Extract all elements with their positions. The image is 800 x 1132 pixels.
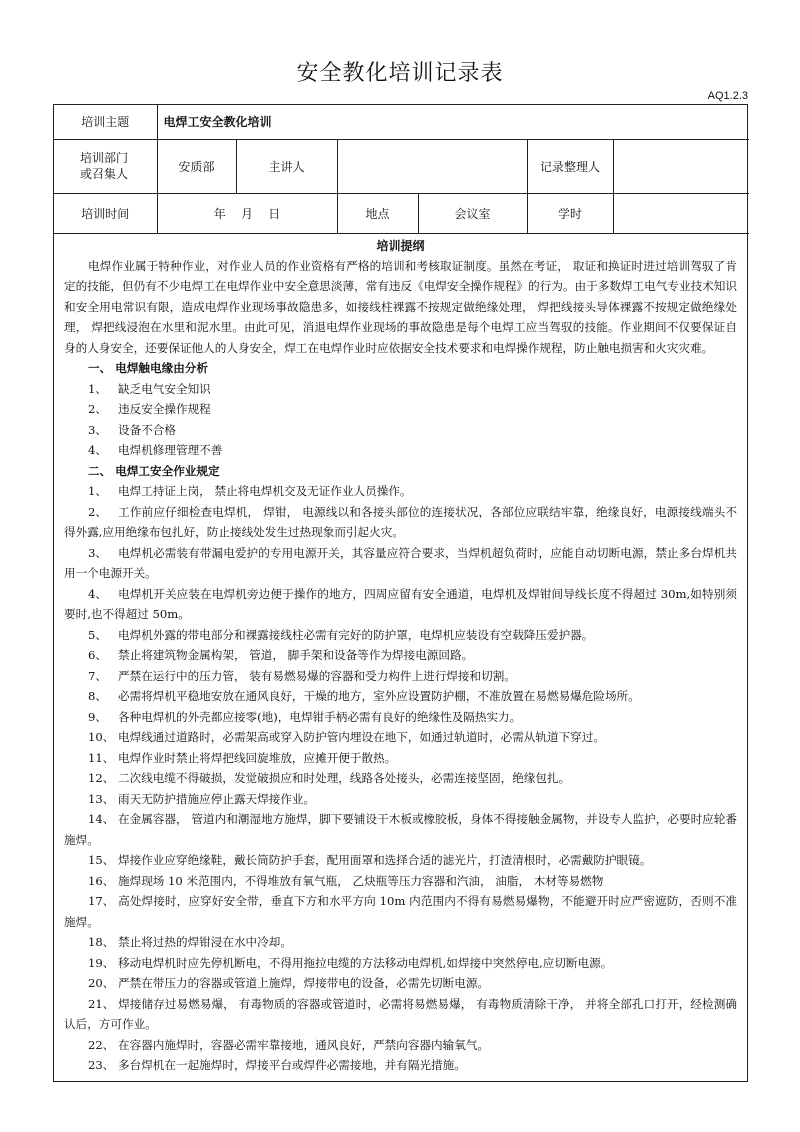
item-text: 电焊机开关应装在电焊机旁边便于操作的地方，四周应留有安全通道，电焊机及焊钳间导线长度不得超过 30m,如特别须要时,也不得超过 50m。: [64, 586, 737, 621]
list-item: [64, 686, 737, 707]
list-item: [64, 891, 737, 932]
list-item: [64, 543, 737, 584]
item-number: 13、: [88, 791, 115, 806]
page-title: 安全教化培训记录表: [296, 61, 504, 86]
item-number: 2、: [88, 504, 107, 519]
row-department: [54, 139, 749, 193]
list-item: [64, 625, 737, 646]
time-value: 年 月 日: [157, 193, 337, 233]
list-item: [64, 768, 737, 789]
hours-value: [613, 193, 749, 233]
list-item: [64, 973, 737, 994]
list-item: [64, 850, 737, 871]
item-text: 工作前应仔细检查电焊机， 焊钳， 电源线以和各接头部位的连接状况，各部位应联结牢靠，绝缘良好，电源接线端头不得外露,应用绝缘布包扎好，防止接线处发生过热现象而引起火灾。: [64, 504, 737, 539]
list-item: [64, 953, 737, 974]
list-item: [64, 379, 737, 400]
item-text: 电焊机外露的带电部分和裸露接线柱必需有完好的防护罩，电焊机应装设有空载降压爱护器。: [118, 627, 594, 642]
row-topic: [54, 105, 749, 139]
item-text: 电焊工持证上岗， 禁止将电焊机交及无证作业人员操作。: [118, 484, 412, 498]
department-value: 安质部: [157, 139, 236, 193]
header-table: [54, 105, 749, 234]
item-text: 严禁在带压力的容器或管道上施焊，焊接带电的设备，必需先切断电源。: [118, 976, 490, 990]
item-text: 严禁在运行中的压力管， 装有易燃易爆的容器和受力构件上进行焊接和切割。: [118, 668, 516, 683]
item-text: 禁止将过热的焊钳浸在水中冷却。: [118, 935, 292, 949]
item-number: 7、: [88, 668, 107, 683]
item-text: 设备不合格: [118, 422, 176, 437]
item-number: 15、: [88, 853, 115, 867]
list-item: [64, 748, 737, 769]
row-time: [54, 193, 749, 233]
section1-list: [64, 379, 737, 461]
list-item: [64, 789, 737, 810]
department-label-line2: 或召集人: [80, 167, 129, 181]
topic-label: 培训主题: [54, 105, 157, 139]
list-item: [64, 666, 737, 687]
section1-heading: 一、 电焊触电缘由分析: [88, 361, 208, 375]
list-item: [64, 584, 737, 625]
list-item: [64, 481, 737, 502]
item-number: 3、: [88, 422, 107, 437]
department-label-line1: 培训部门: [80, 151, 129, 165]
item-text: 电焊线通过道路时，必需架高或穿入防护管内埋设在地下，如通过轨道时，必需从轨道下穿过。: [118, 730, 605, 744]
list-item: [64, 871, 737, 892]
item-number: 1、: [88, 381, 107, 396]
item-number: 5、: [88, 627, 107, 642]
item-text: 施焊现场 10 米范围内，不得堆放有氧气瓶， 乙炔瓶等压力容器和汽油， 油脂， 木材等易燃物: [118, 873, 604, 888]
recorder-value: [613, 139, 749, 193]
item-text: 二次线电缆不得破损，发觉破损应和时处理，线路各处接头，必需连接坚固，绝缘包扎。: [118, 771, 571, 785]
item-number: 23、: [88, 1058, 115, 1072]
list-item: [64, 399, 737, 420]
list-item: [64, 440, 737, 461]
item-text: 雨天无防护措施应停止露天焊接作业。: [118, 791, 316, 806]
item-number: 21、: [88, 996, 115, 1011]
list-item: [64, 727, 737, 748]
item-number: 1、: [88, 484, 107, 498]
list-item: [64, 645, 737, 666]
item-number: 4、: [88, 586, 107, 601]
item-number: 16、: [88, 873, 115, 888]
item-text: 焊接作业应穿绝缘鞋，戴长筒防护手套，配用面罩和选择合适的滤光片，打渣清根时，必需戴防护眼镜。: [118, 853, 652, 867]
item-text: 禁止将建筑物金属构架， 管道， 脚手架和设备等作为焊接电源回路。: [118, 648, 474, 662]
item-text: 电焊作业时禁止将焊把线回旋堆放，应摊开便于散热。: [118, 750, 397, 765]
list-item: [64, 1035, 737, 1056]
hours-label: 学时: [527, 193, 613, 233]
list-item: [64, 809, 737, 850]
item-text: 在金属容器， 管道内和潮湿地方施焊，脚下要铺设干木板或橡胶板，身体不得接触金属物，并设专人监护，必要时应轮番施焊。: [64, 812, 737, 847]
item-text: 焊接储存过易燃易爆， 有毒物质的容器或管道时，必需将易燃易爆， 有毒物质清除干净， 并将全部孔口打开，经检测确认后，方可作业。: [64, 996, 737, 1031]
item-number: 12、: [88, 771, 115, 785]
item-number: 11、: [88, 750, 115, 765]
list-item: [64, 932, 737, 953]
item-number: 17、: [88, 894, 115, 908]
item-number: 2、: [88, 402, 107, 416]
item-number: 4、: [88, 443, 107, 457]
list-item: [64, 707, 737, 728]
item-text: 多台焊机在一起施焊时，焊接平台或焊件必需接地，并有隔光措施。: [118, 1058, 466, 1072]
item-number: 3、: [88, 545, 107, 560]
department-label: [54, 139, 157, 193]
training-outline: [54, 234, 747, 1076]
item-text: 缺乏电气安全知识: [118, 381, 211, 396]
place-label: 地点: [337, 193, 418, 233]
item-text: 各种电焊机的外壳都应接零(地)，电焊钳手柄必需有良好的绝缘性及隔热实力。: [118, 709, 522, 724]
item-number: 18、: [88, 935, 115, 949]
outline-intro: 电焊作业属于特种作业，对作业人员的作业资格有严格的培训和考核取证制度。虽然在考证， 取证和换证时进过培训驾驭了肯定的技能，但仍有不少电焊工在电焊作业中安全意思淡薄，常有违反《电焊安全操作规程》的行为。由于多数焊工电气专业技术知识和安全用电常识有限，造成电焊作业现场事故隐患多，如接线柱裸露不按规定做绝缘处理， 焊把线接头导体裸露不按规定做绝缘处理， 焊把线浸泡在水里和泥水里。由此可见，消退电焊作业现场的事故隐患是每个电焊工应当驾驭的技能。作业期间不仅要保证自身的人身安全，还要保证他人的人身安全，焊工在电焊作业时应依据安全技术要求和电焊操作规程，防止触电损害和火灾灾难。: [64, 258, 737, 355]
list-item: [64, 1055, 737, 1076]
item-number: 8、: [88, 689, 107, 703]
item-number: 6、: [88, 648, 107, 662]
recorder-label: 记录整理人: [527, 139, 613, 193]
section2-list: [64, 481, 737, 1076]
item-text: 电焊机修理管理不善: [118, 443, 223, 457]
item-text: 移动电焊机时应先停机断电，不得用拖拉电缆的方法移动电焊机,如焊接中突然停电,应切断电源。: [118, 955, 613, 970]
item-text: 在容器内施焊时，容器必需牢靠接地，通风良好，严禁向容器内输氧气。: [118, 1037, 490, 1052]
item-text: 违反安全操作规程: [118, 402, 211, 416]
outline-title: 培训提纲: [376, 238, 425, 253]
document-code: AQ1.2.3: [707, 90, 748, 102]
list-item: [64, 994, 737, 1035]
item-number: 9、: [88, 709, 107, 724]
place-value: 会议室: [418, 193, 527, 233]
item-text: 高处焊接时，应穿好安全带，垂直下方和水平方向 10m 内范围内不得有易燃易爆物，不能避开时应严密遮防，否则不准施焊。: [64, 894, 737, 929]
lecturer-value: [337, 139, 527, 193]
item-number: 19、: [88, 955, 115, 970]
item-number: 10、: [88, 730, 115, 744]
lecturer-label: 主讲人: [236, 139, 337, 193]
item-text: 必需将焊机平稳地安放在通风良好，干燥的地方，室外应设置防护棚，不准放置在易燃易爆危险场所。: [118, 689, 640, 703]
training-record-form: [53, 104, 748, 1082]
list-item: [64, 420, 737, 441]
topic-value: 电焊工安全教化培训: [157, 105, 749, 139]
item-number: 20、: [88, 976, 115, 990]
item-number: 14、: [88, 812, 115, 826]
time-label: 培训时间: [54, 193, 157, 233]
list-item: [64, 502, 737, 543]
item-text: 电焊机必需装有带漏电爱护的专用电源开关，其容量应符合要求，当焊机超负荷时，应能自动切断电源，禁止多台焊机共用一个电源开关。: [64, 545, 737, 580]
section2-heading: 二、 电焊工安全作业规定: [88, 463, 220, 478]
item-number: 22、: [88, 1037, 115, 1052]
